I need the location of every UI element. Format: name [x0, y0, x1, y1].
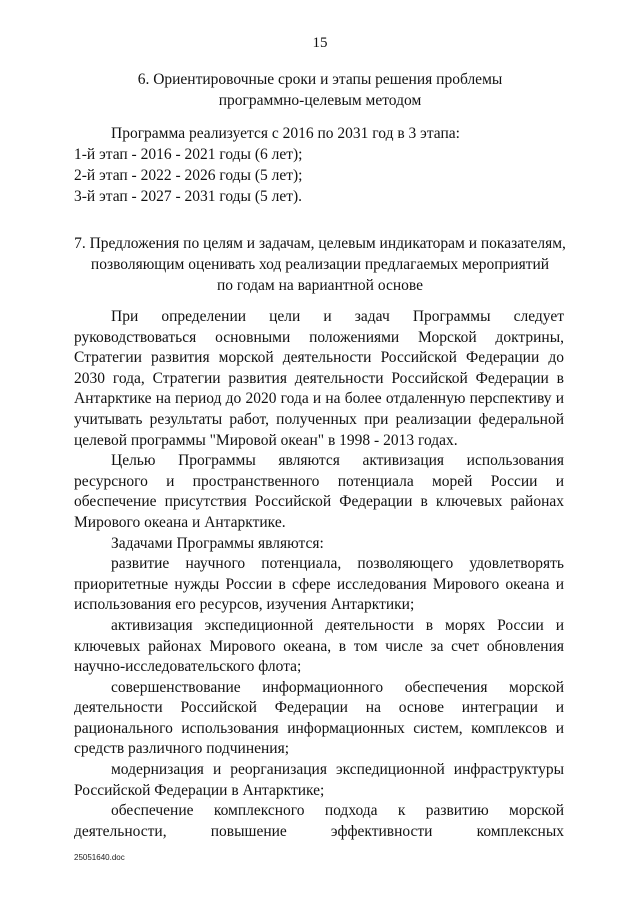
- body-paragraph: При определении цели и задач Программы следует руководствоваться основными положениями Морской доктрины, Стратегии развития морской деятельности Российской Федерации до 2030 года, Стратегии развития деятельности Российской Федерации в Антарктике на период до 2020 года и на более отдаленную перспективу и учитывать результаты работ, полученных при реализации федеральной целевой программы "Мировой океан" в 1998 - 2013 годах.: [74, 308, 564, 449]
- body-paragraph: Целью Программы являются активизация использования ресурсного и пространственного потенциала морей России и обеспечение присутствия Российской Федерации в ключевых районах Мирового океана и Антарктике.: [74, 452, 564, 531]
- section-7-heading-line-2: позволяющим оценивать ход реализации предлагаемых мероприятий: [90, 256, 550, 273]
- section-6-heading-line-1: 6. Ориентировочные сроки и этапы решения проблемы: [137, 71, 503, 88]
- stage-item: 1-й этап - 2016 - 2021 годы (6 лет);: [74, 146, 303, 163]
- section-7-heading: [60, 233, 580, 296]
- task-item: развитие научного потенциала, позволяющего удовлетворять приоритетные нужды России в сфере исследования Мирового океана и использования его ресурсов, изучения Антарктики;: [74, 555, 564, 614]
- document-filename: 25051640.doc: [74, 853, 125, 862]
- section-7-body: [74, 307, 564, 842]
- section-7-heading-line-1: 7. Предложения по целям и задачам, целевым индикаторам и показателям,: [74, 235, 566, 252]
- section-6-heading: [60, 69, 580, 111]
- task-item: обеспечение комплексного подхода к развитию морской деятельности, повышение эффективности комплексных: [74, 802, 564, 840]
- stages-intro: Программа реализуется с 2016 по 2031 год в 3 этапа:: [111, 125, 460, 142]
- task-item: совершенствование информационного обеспечения морской деятельности Российской Федерации на основе интеграции и рационального использования информационных систем, комплексов и средств различного подчинения;: [74, 678, 564, 758]
- section-6-heading-line-2: программно-целевым методом: [218, 92, 422, 109]
- section-7-heading-line-3: по годам на вариантной основе: [216, 277, 424, 294]
- page-number: 15: [312, 35, 328, 51]
- stage-item: 2-й этап - 2022 - 2026 годы (5 лет);: [74, 167, 303, 184]
- task-item: активизация экспедиционной деятельности в морях России и ключевых районах Мирового океана, в том числе за счет обновления научно-исследовательского флота;: [74, 616, 564, 676]
- task-item: модернизация и реорганизация экспедиционной инфраструктуры Российской Федерации в Антарктике;: [74, 761, 564, 799]
- stage-item: 3-й этап - 2027 - 2031 годы (5 лет).: [74, 188, 303, 205]
- body-paragraph: Задачами Программы являются:: [111, 534, 324, 552]
